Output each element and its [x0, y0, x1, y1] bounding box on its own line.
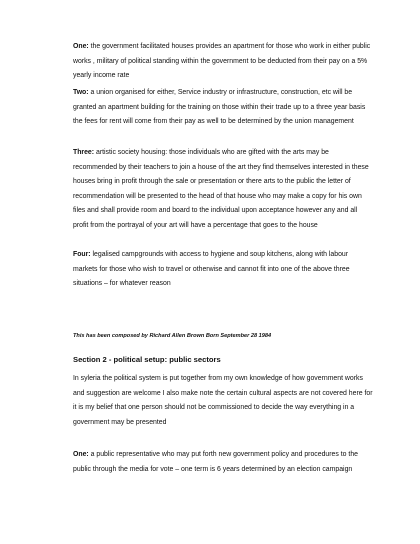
paragraph-three — [73, 146, 373, 234]
paragraph-text: a public representative who may put forth new government policy and procedures to the public through the media for vote – one term is 6 years determined by an election campaign — [73, 451, 358, 473]
paragraph-text: artistic society housing: those individuals who are gifted with the arts may be recommended by their teachers to join a house of the art they find themselves interested in these houses bring in profit through the sale or presentation or there arts to the public the letter of recommendation will be presented to the head of that house who may make a copy for his own files and shall provide room and board to the individual upon acceptance however any and all profit from the portrayal of your art will have a percentage that goes to the house — [73, 149, 369, 229]
paragraph-text: the government facilitated houses provides an apartment for those who work in either public works , military of political standing within the government to be deducted from their pay on a 5% yearly income rate — [73, 43, 371, 80]
paragraph-lead: Two: — [73, 89, 89, 96]
paragraph-one — [73, 40, 373, 84]
paragraph-lead: Four: — [73, 251, 91, 258]
paragraph-lead: One: — [73, 43, 89, 50]
paragraph-text: legalised campgrounds with access to hygiene and soup kitchens, along with labour markets for those who wish to travel or otherwise and cannot fit into one of the above three situations – for whatever reason — [73, 251, 350, 288]
paragraph-lead: Three: — [73, 149, 95, 156]
section-heading: Section 2 - political setup: public sectors — [73, 355, 221, 364]
paragraph-four — [73, 248, 373, 292]
section-intro: In syleria the political system is put together from my own knowledge of how government works and suggestion are welcome I also make note the certain cultural aspects are not covered here for it is my belief that one person should not be commissioned to decide the way everything in a government may be presented — [73, 375, 373, 426]
paragraph-two — [73, 86, 373, 130]
paragraph-public-rep — [73, 448, 373, 477]
paragraph-text: a union organised for either, Service industry or infrastructure, construction, etc will be granted an apartment building for the training on those within their trade up to a three year basis the fees for rent will come from their pay as well to be determined by the union management — [73, 89, 366, 126]
author-note: This has been composed by Richard Allen Brown Born September 28 1984 — [73, 333, 272, 339]
paragraph-lead: One: — [73, 451, 89, 458]
